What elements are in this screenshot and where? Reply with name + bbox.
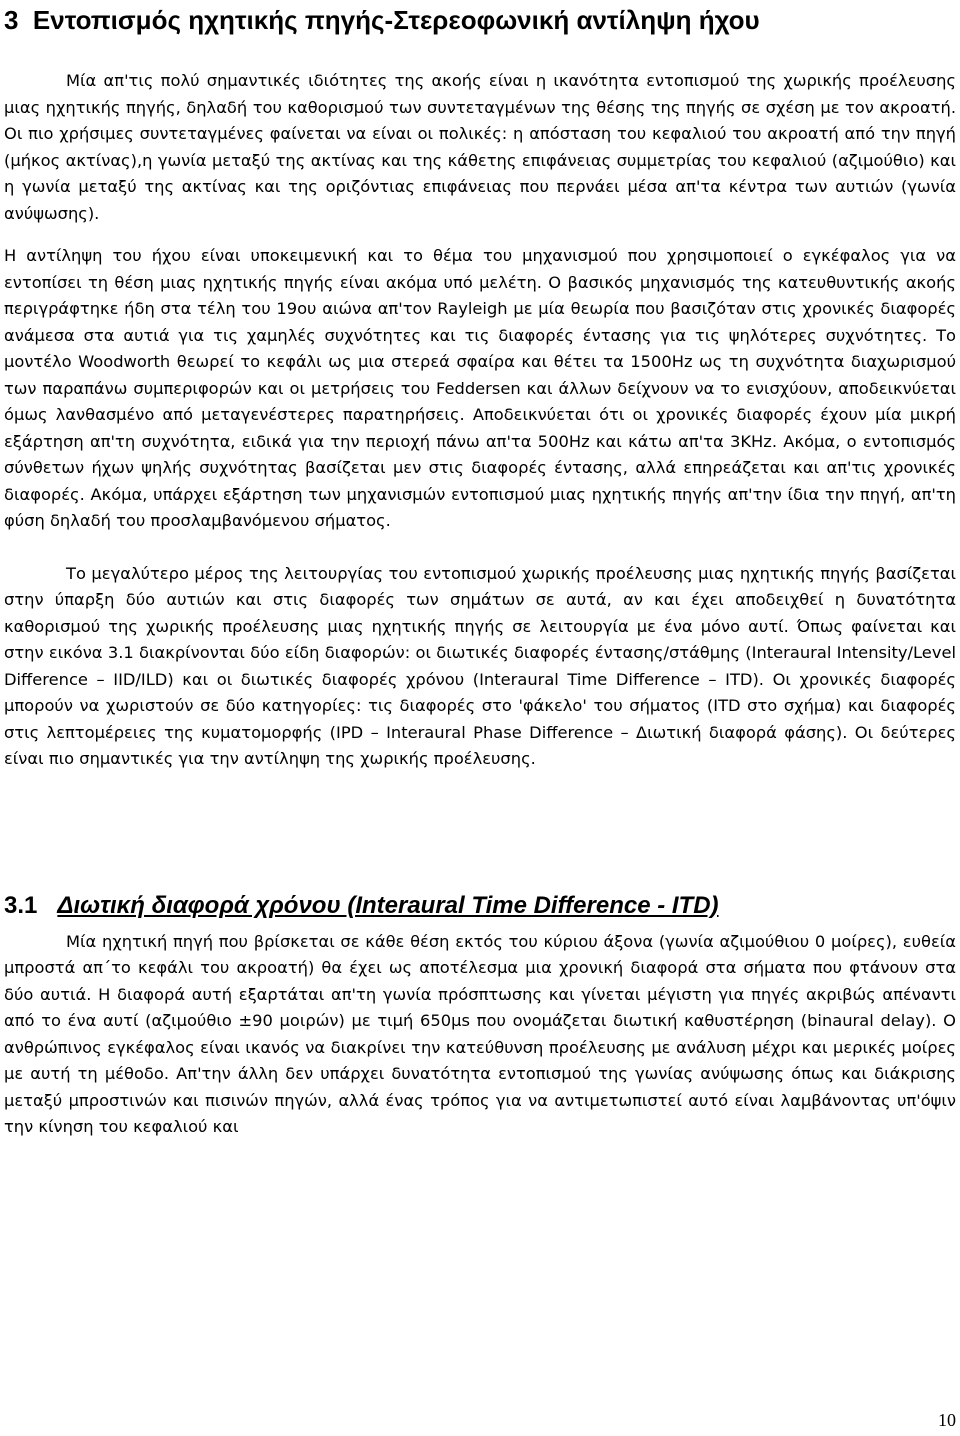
- subsection-title: Διωτική διαφορά χρόνου (Interaural Time Difference - ITD): [57, 891, 719, 919]
- section-heading: [4, 4, 956, 36]
- paragraph-3: Το μεγαλύτερο μέρος της λειτουργίας του εντοπισμού χωρικής προέλευσης μιας ηχητικής πηγής βασίζεται στην ύπαρξη δύο αυτιών και στις διαφορές των σημάτων σε αυτά, αν και έχει αποδειχθεί η δυνατότητα καθορισμού της χωρικής προέλευσης μιας ηχητικής πηγής σε λειτουργία με ένα μόνο αυτί. Όπως φαίνεται και στην εικόνα 3.1 διακρίνονται δύο είδη διαφορών: οι διωτικές διαφορές έντασης/στάθμης (Interaural Intensity/Level Difference – IID/ILD) και οι διωτικές διαφορές χρόνου (Interaural Time Difference – ITD). Οι χρονικές διαφορές μπορούν να χωριστούν σε δύο κατηγορίες: τις διαφορές στο 'φάκελο' του σήματος (ITD στο σχήμα) και διαφορές στις λεπτομέρειες της κυματομορφής (IPD – Interaural Phase Difference – Διωτική διαφορά φάσης). Οι δεύτερες είναι πιο σημαντικές για την αντίληψη της χωρικής προέλευσης.: [4, 563, 956, 768]
- subsection-paragraph: Μία ηχητική πηγή που βρίσκεται σε κάθε θέση εκτός του κύριου άξονα (γωνία αζιμούθιου 0 μοίρες), ευθεία μπροστά απ΄το κεφάλι του ακροατή) θα έχει ως αποτέλεσμα μια χρονική διαφορά στα σήματα που φτάνουν στα δύο αυτιά. Η διαφορά αυτή εξαρτάται απ'τη γωνία πρόσπτωσης και γίνεται μέγιστη για πηγές ακριβώς απέναντι από το ένα αυτί (αζιμούθιο ±90 μοιρών) με τιμή 650μs που ονομάζεται διωτική καθυστέρηση (binaural delay). Ο ανθρώπινος εγκέφαλος είναι ικανός να διακρίνει την κατεύθυνση προέλευσης με ανάλυση μέχρι και μερικές μοίρες με αυτή τη μέθοδο. Απ'την άλλη δεν υπάρχει δυνατότητα εντοπισμού της γωνίας ανύψωσης όπως και διάκρισης μεταξύ μπροστινών και πισινών πηγών, αλλά ένας τρόπος για να αντιμετωπιστεί αυτό είναι λαμβάνοντας υπ'όψιν την κίνηση του κεφαλιού και: [4, 931, 956, 1136]
- paragraph-1: Μία απ'τις πολύ σημαντικές ιδιότητες της ακοής είναι η ικανότητα εντοπισμού της χωρικής προέλευσης μιας ηχητικής πηγής, δηλαδή του καθορισμού των συντεταγμένων της θέσης της πηγής σε σχέση με τον ακροατή. Οι πιο χρήσιμες συντεταγμένες φαίνεται να είναι οι πολικές: η απόσταση του κεφαλιού του ακροατή από την πηγή (μήκος ακτίνας),η γωνία μεταξύ της ακτίνας και της κάθετης επιφάνειας συμμετρίας του κεφαλιού (αζιμούθιο) και η γωνία μεταξύ της ακτίνας και της οριζόντιας επιφάνειας που περνάει μέσα απ'τα κέντρα των αυτιών (γωνία ανύψωσης).: [4, 71, 956, 223]
- subsection-number: 3.1: [4, 891, 38, 919]
- paragraph-2: Η αντίληψη του ήχου είναι υποκειμενική και το θέμα του μηχανισμού που χρησιμοποιεί ο εγκέφαλος για να εντοπίσει τη θέση μιας ηχητικής πηγής είναι ακόμα υπό μελέτη. Ο βασικός μηχανισμός της κατευθυντικής ακοής περιγράφτηκε ήδη στα τέλη του 19ου αιώνα απ'τον Rayleigh με μία θεωρία που βασιζόταν στις χρονικές διαφορές ανάμεσα στα αυτιά για τις χαμηλές συχνότητες και τις διαφορές έντασης για τις ψηλότερες συχνότητες. Το μοντέλο Woodworth θεωρεί το κεφάλι ως μια στερεά σφαίρα και θέτει τα 1500Hz ως τη συχνότητα διαχωρισμού των παραπάνω συμπεριφορών και οι μετρήσεις του Feddersen και άλλων δείχνουν να το ενισχύουν, αποδεικνύεται όμως λανθασμένο από μεταγενέστερες παρατηρήσεις. Αποδεικνύεται ότι οι χρονικές διαφορές έχουν μία μικρή εξάρτηση απ'τη συχνότητα, ειδικά για την περιοχή πάνω απ'τα 500Hz και κάτω απ'τα 3KHz. Ακόμα, ο εντοπισμός σύνθετων ήχων ψηλής συχνότητας βασίζεται μεν στις διαφορές έντασης, αλλά επηρεάζεται και απ'τις χρονικές διαφορές. Ακόμα, υπάρχει εξάρτηση των μηχανισμών εντοπισμού μιας ηχητικής πηγής απ'την ίδια την πηγή, απ'τη φύση δηλαδή του προσλαμβανόμενου σήματος.: [4, 246, 956, 530]
- section-title: Εντοπισμός ηχητικής πηγής-Στερεοφωνική αντίληψη ήχου: [32, 5, 760, 35]
- subsection-heading: [4, 891, 956, 921]
- page-number: 10: [938, 1410, 956, 1430]
- section-number: 3: [4, 5, 19, 35]
